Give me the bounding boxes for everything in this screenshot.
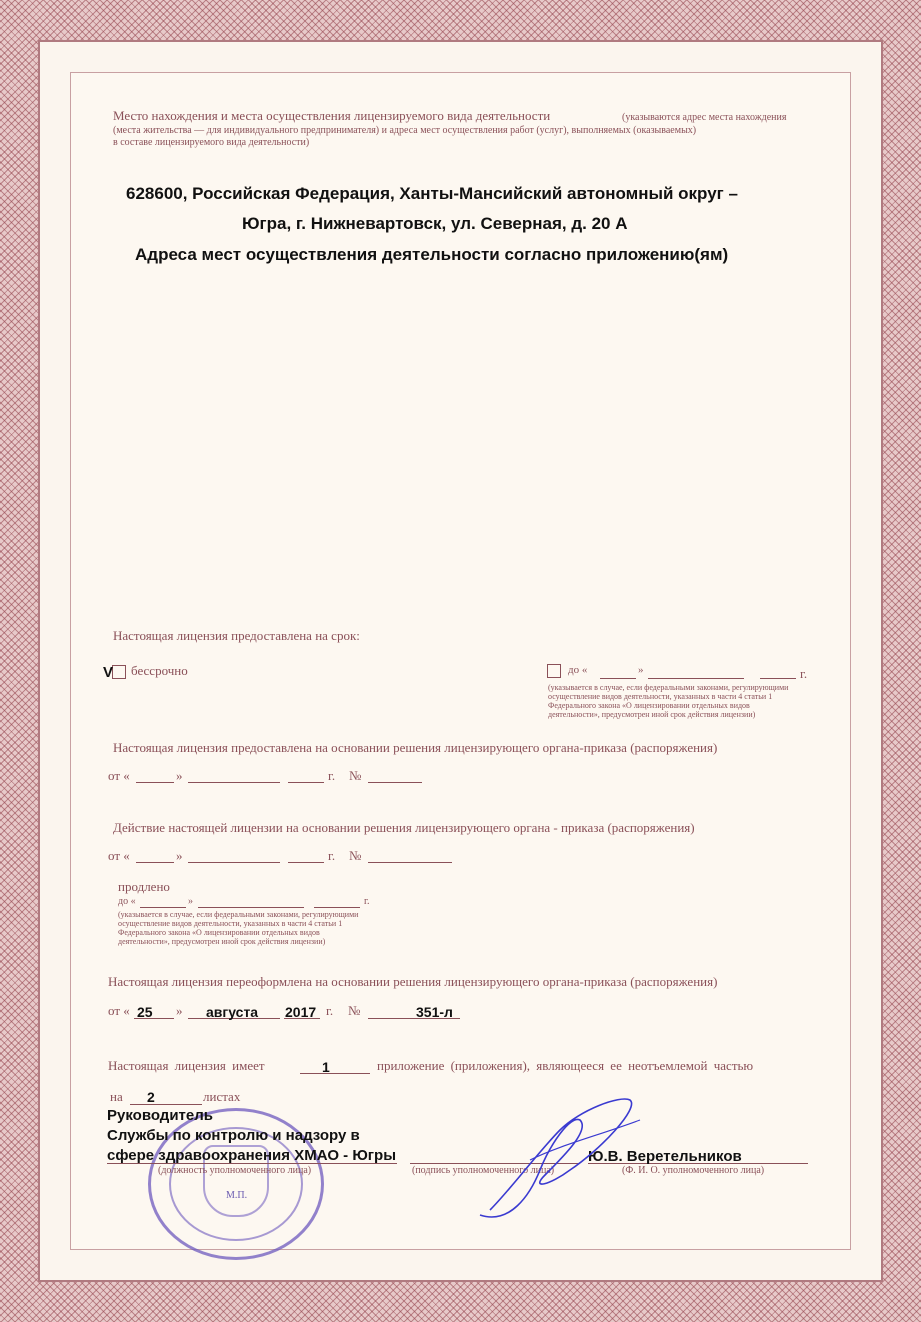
address-line-3: Адреса мест осуществления деятельности согласно приложению(ям) xyxy=(135,245,729,264)
action-label: Действие настоящей лицензии на основании решения лицензирующего органа - приказа (распоряжения) xyxy=(113,820,695,835)
action-note-4: деятельности», предусмотрен иной срок действия лицензии) xyxy=(118,937,326,946)
action-month-line xyxy=(188,862,280,863)
extended-until: до « xyxy=(118,896,136,907)
indefinite-checkbox xyxy=(112,665,126,679)
reissue-label: Настоящая лицензия переоформлена на основании решения лицензирующего органа-приказа (распоряжения) xyxy=(108,974,718,989)
caption-position: (должность уполномоченного лица) xyxy=(158,1165,312,1176)
address-line-2: Югра, г. Нижневартовск, ул. Северная, д. 20 А xyxy=(242,214,628,233)
action-year: г. xyxy=(328,848,336,863)
action-num-line xyxy=(368,862,452,863)
basis-from: от « xyxy=(108,768,130,783)
signer-title-1: Руководитель xyxy=(107,1107,213,1124)
location-note-3: в составе лицензируемого вида деятельности) xyxy=(113,137,310,148)
reissue-year-value: 2017 xyxy=(285,1004,317,1020)
action-note-3: Федерального закона «О лицензировании отдельных видов xyxy=(118,928,320,937)
extended-year: г. xyxy=(364,896,370,907)
until-day-line xyxy=(600,678,636,679)
signer-title-2: Службы по контролю и надзору в xyxy=(107,1127,360,1144)
appendix-sheets: 2 xyxy=(147,1089,155,1105)
caption-signature: (подпись уполномоченного лица) xyxy=(412,1165,555,1176)
appendix-suffix: приложение (приложения), являющееся ее неотъемлемой частью xyxy=(377,1058,754,1073)
reissue-month: августа xyxy=(206,1004,259,1020)
reissue-number-value: 351-л xyxy=(416,1004,453,1020)
reissue-day: 25 xyxy=(137,1004,153,1020)
appendix-sheets-line xyxy=(130,1104,202,1105)
extended-mid: » xyxy=(188,896,193,907)
term-note-4: деятельности», предусмотрен иной срок действия лицензии) xyxy=(548,710,756,719)
basis-label: Настоящая лицензия предоставлена на основании решения лицензирующего органа-приказа (распоряжения) xyxy=(113,740,718,755)
location-label: Место нахождения и места осуществления лицензируемого вида деятельности xyxy=(113,108,551,123)
reissue-mid: » xyxy=(176,1003,183,1018)
until-year-suffix: г. xyxy=(800,666,808,681)
extended-year-line xyxy=(314,907,360,908)
basis-month-line xyxy=(188,782,280,783)
stamp-mark: М.П. xyxy=(226,1190,248,1201)
indefinite-label: бессрочно xyxy=(131,663,188,678)
reissue-from: от « xyxy=(108,1003,130,1018)
appendix-count: 1 xyxy=(322,1059,330,1075)
appendix-count-line xyxy=(300,1073,370,1074)
action-mid: » xyxy=(176,848,183,863)
basis-year: г. xyxy=(328,768,336,783)
reissue-num: № xyxy=(348,1003,361,1018)
extended-day-line xyxy=(140,907,186,908)
action-year-line xyxy=(288,862,324,863)
extended-label: продлено xyxy=(118,879,170,894)
signer-title-3: сфере здравоохранения ХМАО - Югры xyxy=(107,1147,397,1164)
location-note-1: (указываются адрес места нахождения xyxy=(622,112,787,123)
handwritten-signature xyxy=(470,1090,670,1230)
appendix-sheets-label: листах xyxy=(203,1089,241,1104)
location-note-2: (места жительства — для индивидуального предпринимателя) и адреса мест осуществления работ (услуг), выполняемых (оказываемых) xyxy=(113,125,697,136)
basis-num-line xyxy=(368,782,422,783)
address-line-1: 628600, Российская Федерация, Ханты-Мансийский автономный округ – xyxy=(126,184,738,203)
until-prefix: до « xyxy=(568,664,588,676)
action-note-2: осуществление видов деятельности, указанных в части 4 статьи 1 xyxy=(118,919,343,928)
appendix-prefix: Настоящая лицензия имеет xyxy=(108,1058,265,1073)
term-note-3: Федерального закона «О лицензировании отдельных видов xyxy=(548,701,750,710)
check-mark: V xyxy=(103,664,114,681)
until-mid: » xyxy=(638,664,644,676)
term-label: Настоящая лицензия предоставлена на срок: xyxy=(113,628,360,643)
until-year-line xyxy=(760,678,796,679)
basis-year-line xyxy=(288,782,324,783)
basis-mid: » xyxy=(176,768,183,783)
action-day-line xyxy=(136,862,174,863)
caption-name: (Ф. И. О. уполномоченного лица) xyxy=(622,1165,765,1176)
until-checkbox xyxy=(547,664,561,678)
basis-num: № xyxy=(349,768,362,783)
term-note-1: (указывается в случае, если федеральными законами, регулирующими xyxy=(548,683,789,692)
signer-name: Ю.В. Веретельников xyxy=(588,1148,742,1165)
action-note-1: (указывается в случае, если федеральными законами, регулирующими xyxy=(118,910,359,919)
reissue-year: г. xyxy=(326,1003,334,1018)
basis-day-line xyxy=(136,782,174,783)
action-from: от « xyxy=(108,848,130,863)
until-month-line xyxy=(648,678,744,679)
term-note-2: осуществление видов деятельности, указанных в части 4 статьи 1 xyxy=(548,692,773,701)
extended-month-line xyxy=(198,907,304,908)
appendix-on: на xyxy=(110,1089,123,1104)
action-num: № xyxy=(349,848,362,863)
position-line xyxy=(107,1163,397,1164)
